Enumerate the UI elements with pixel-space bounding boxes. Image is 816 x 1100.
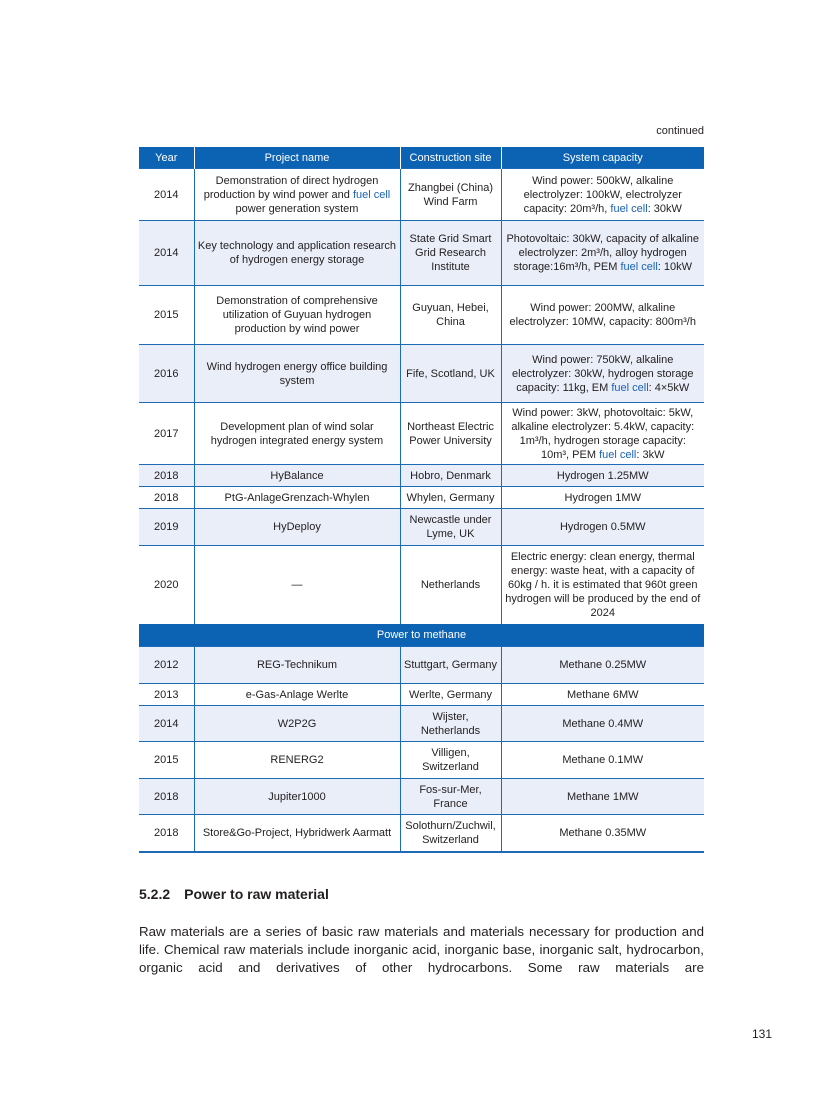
cell-text: : 4×5kW bbox=[648, 381, 690, 394]
cell-year: 2018 bbox=[139, 465, 194, 487]
cell-text: : 10kW bbox=[657, 261, 693, 273]
page-number: 131 bbox=[751, 1027, 772, 1041]
cell-project-name: HyDeploy bbox=[194, 509, 400, 546]
cell-text: Demonstration of direct hydrogen production by wind power and bbox=[203, 174, 379, 201]
cell-system-capacity: Hydrogen 0.5MW bbox=[501, 509, 704, 546]
cell-construction-site: Zhangbei (China) Wind Farm bbox=[400, 169, 501, 221]
cell-system-capacity: Methane 6MW bbox=[501, 684, 704, 706]
cell-text: Wind power: 3kW, photovoltaic: 5kW, alkaline electrolyzer: 5.4kW, capacity: 1m³/h, hydrogen storage capacity: 10m³, PEM bbox=[511, 406, 695, 461]
cell-system-capacity bbox=[501, 345, 704, 403]
cell-system-capacity: Electric energy: clean energy, thermal energy: waste heat, with a capacity of 60kg / h. it is estimated that 960t green hydrogen will be produced by the end of 2024 bbox=[501, 546, 704, 624]
cell-project-name: Development plan of wind solar hydrogen integrated energy system bbox=[194, 403, 400, 465]
cell-year: 2014 bbox=[139, 706, 194, 742]
cell-system-capacity: Methane 0.25MW bbox=[501, 647, 704, 684]
table-header-row bbox=[139, 147, 704, 169]
body-paragraph: Raw materials are a series of basic raw materials and materials necessary for production and life. Chemical raw materials include inorganic acid, inorganic base, inorganic salt, hydrocarbon, organic acid and derivatives of other hydrocarbons. Some raw materials are bbox=[139, 924, 704, 975]
cell-construction-site: Whylen, Germany bbox=[400, 487, 501, 509]
cell-year: 2018 bbox=[139, 487, 194, 509]
table-row bbox=[139, 403, 704, 465]
cell-project-name: RENERG2 bbox=[194, 742, 400, 779]
cell-year: 2014 bbox=[139, 221, 194, 286]
cell-text: Wind power: 750kW, alkaline electrolyzer: 30kW, hydrogen storage capacity: 11kg, EM bbox=[511, 353, 694, 394]
cell-construction-site: Fos-sur-Mer, France bbox=[400, 779, 501, 815]
glossary-term-link[interactable]: fuel cell bbox=[610, 202, 648, 215]
table-row bbox=[139, 487, 704, 509]
cell-construction-site: Fife, Scotland, UK bbox=[400, 345, 501, 403]
cell-system-capacity: Methane 0.4MW bbox=[501, 706, 704, 742]
cell-project-name: REG-Technikum bbox=[194, 647, 400, 684]
table-row bbox=[139, 706, 704, 742]
cell-year: 2015 bbox=[139, 742, 194, 779]
section-row bbox=[139, 624, 704, 647]
header-year: Year bbox=[139, 147, 194, 169]
table-row bbox=[139, 345, 704, 403]
cell-project-name: e-Gas-Anlage Werlte bbox=[194, 684, 400, 706]
glossary-term-link[interactable]: fuel cell bbox=[611, 381, 649, 394]
header-project-name: Project name bbox=[194, 147, 400, 169]
cell-system-capacity: Hydrogen 1MW bbox=[501, 487, 704, 509]
header-construction-site: Construction site bbox=[400, 147, 501, 169]
cell-year: 2018 bbox=[139, 815, 194, 852]
cell-construction-site: Hobro, Denmark bbox=[400, 465, 501, 487]
table-row bbox=[139, 169, 704, 221]
cell-year: 2019 bbox=[139, 509, 194, 546]
cell-construction-site: Newcastle under Lyme, UK bbox=[400, 509, 501, 546]
cell-text: Photovoltaic: 30kW, capacity of alkaline electrolyzer: 2m³/h, alloy hydrogen storage:16m³/h, PEM bbox=[506, 233, 700, 273]
cell-construction-site: Wijster, Netherlands bbox=[400, 706, 501, 742]
table-row bbox=[139, 815, 704, 852]
section-number: 5.2.2 bbox=[139, 886, 171, 902]
table-row bbox=[139, 286, 704, 345]
section-title: Power to raw material bbox=[184, 886, 329, 902]
cell-year: 2015 bbox=[139, 286, 194, 345]
cell-project-name: Key technology and application research of hydrogen energy storage bbox=[194, 221, 400, 286]
header-system-capacity: System capacity bbox=[501, 147, 704, 169]
cell-system-capacity: Wind power: 200MW, alkaline electrolyzer: 10MW, capacity: 800m³/h bbox=[501, 286, 704, 345]
cell-project-name: HyBalance bbox=[194, 465, 400, 487]
cell-construction-site: Werlte, Germany bbox=[400, 684, 501, 706]
cell-system-capacity: Methane 0.35MW bbox=[501, 815, 704, 852]
table-row bbox=[139, 779, 704, 815]
continued-label: continued bbox=[656, 125, 704, 137]
cell-construction-site: Guyuan, Hebei, China bbox=[400, 286, 501, 345]
cell-year: 2012 bbox=[139, 647, 194, 684]
cell-construction-site: Netherlands bbox=[400, 546, 501, 624]
cell-system-capacity bbox=[501, 169, 704, 221]
cell-project-name: PtG-AnlageGrenzach-Whylen bbox=[194, 487, 400, 509]
cell-project-name: — bbox=[194, 546, 400, 624]
cell-project-name: Store&Go-Project, Hybridwerk Aarmatt bbox=[194, 815, 400, 852]
cell-year: 2017 bbox=[139, 403, 194, 465]
cell-year: 2016 bbox=[139, 345, 194, 403]
table-row bbox=[139, 684, 704, 706]
cell-construction-site: Stuttgart, Germany bbox=[400, 647, 501, 684]
table-row bbox=[139, 509, 704, 546]
cell-year: 2014 bbox=[139, 169, 194, 221]
table-body bbox=[139, 169, 704, 852]
cell-year: 2020 bbox=[139, 546, 194, 624]
cell-system-capacity bbox=[501, 221, 704, 286]
cell-project-name: W2P2G bbox=[194, 706, 400, 742]
cell-text: : 30kW bbox=[647, 202, 682, 215]
cell-system-capacity bbox=[501, 403, 704, 465]
glossary-term-link[interactable]: fuel cell bbox=[599, 448, 637, 461]
table-row bbox=[139, 465, 704, 487]
table-row bbox=[139, 647, 704, 684]
cell-system-capacity: Methane 0.1MW bbox=[501, 742, 704, 779]
glossary-term-link[interactable]: fuel cell bbox=[620, 261, 658, 273]
table-row bbox=[139, 742, 704, 779]
cell-project-name: Wind hydrogen energy office building system bbox=[194, 345, 400, 403]
cell-year: 2013 bbox=[139, 684, 194, 706]
cell-construction-site: Villigen, Switzerland bbox=[400, 742, 501, 779]
cell-project-name bbox=[194, 169, 400, 221]
cell-system-capacity: Hydrogen 1.25MW bbox=[501, 465, 704, 487]
cell-system-capacity: Methane 1MW bbox=[501, 779, 704, 815]
table-row bbox=[139, 221, 704, 286]
section-label: Power to methane bbox=[139, 624, 704, 647]
cell-project-name: Demonstration of comprehensive utilization of Guyuan hydrogen production by wind power bbox=[194, 286, 400, 345]
cell-construction-site: Solothurn/Zuchwil, Switzerland bbox=[400, 815, 501, 852]
glossary-term-link[interactable]: fuel cell bbox=[352, 188, 391, 201]
cell-construction-site: State Grid Smart Grid Research Institute bbox=[400, 221, 501, 286]
projects-table bbox=[139, 147, 704, 853]
cell-text: : 3kW bbox=[636, 448, 665, 461]
cell-text: Wind power: 500kW, alkaline electrolyzer: 100kW, electrolyzer capacity: 20m³/h, bbox=[523, 174, 682, 215]
cell-year: 2018 bbox=[139, 779, 194, 815]
cell-project-name: Jupiter1000 bbox=[194, 779, 400, 815]
cell-text: power generation system bbox=[235, 202, 359, 215]
table-row bbox=[139, 546, 704, 624]
cell-construction-site: Northeast Electric Power University bbox=[400, 403, 501, 465]
section-heading bbox=[139, 886, 329, 902]
